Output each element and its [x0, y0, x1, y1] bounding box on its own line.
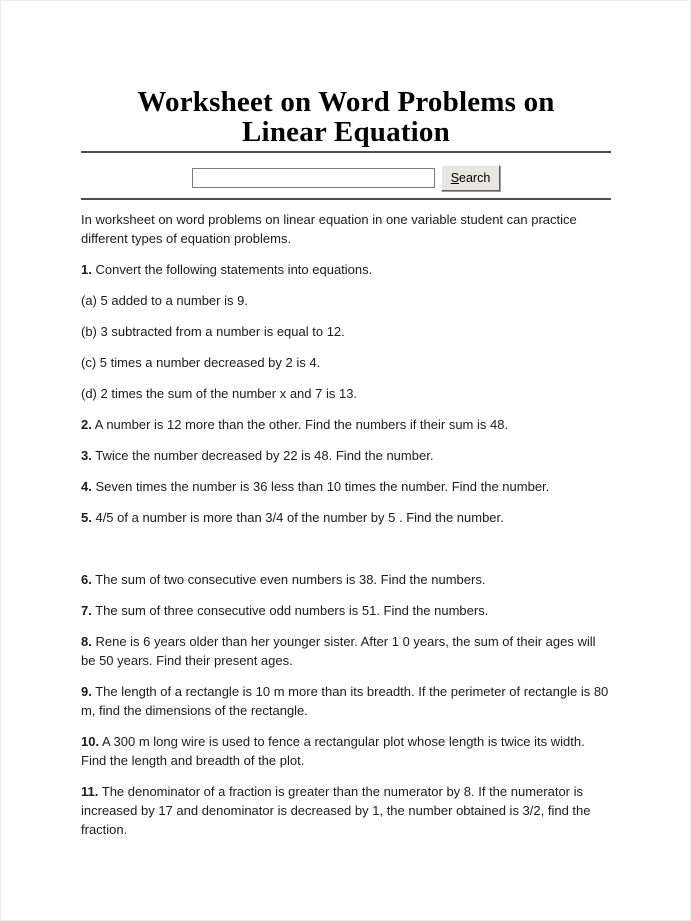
problem-3-label: 3. — [81, 448, 92, 463]
problem-5 — [81, 508, 611, 527]
problem-1d-label: (d) — [81, 386, 97, 401]
problem-8-label: 8. — [81, 634, 92, 649]
problem-9-text: The length of a rectangle is 10 m more than its breadth. If the perimeter of rectangle is 80 m, find the dimensions of the rectangle. — [81, 684, 609, 718]
problem-7 — [81, 601, 611, 620]
problem-4-text: Seven times the number is 36 less than 10 times the number. Find the number. — [95, 479, 550, 494]
problem-8-text: Rene is 6 years older than her younger sister. After 1 0 years, the sum of their ages will be 50 years. Find their present ages. — [81, 634, 596, 668]
problem-1 — [81, 260, 611, 279]
problem-1b-text: 3 subtracted from a number is equal to 12. — [100, 324, 345, 339]
search-button-label: Search — [450, 170, 491, 185]
problem-11 — [81, 782, 611, 839]
problem-2-text: A number is 12 more than the other. Find the numbers if their sum is 48. — [94, 417, 509, 432]
intro-paragraph: In worksheet on word problems on linear equation in one variable student can practice different types of equation problems. — [81, 212, 577, 246]
title-line-1: Worksheet on Word Problems on — [137, 86, 555, 118]
problem-3 — [81, 446, 611, 465]
problem-2 — [81, 415, 611, 434]
problem-9 — [81, 682, 611, 720]
problem-1-label: 1. — [81, 262, 92, 277]
problem-1a-label: (a) — [81, 293, 97, 308]
problem-9-label: 9. — [81, 684, 92, 699]
problem-1-text: Convert the following statements into equations. — [95, 262, 373, 277]
problem-5-label: 5. — [81, 510, 92, 525]
problem-1c-label: (c) — [81, 355, 97, 370]
problem-1c-text: 5 times a number decreased by 2 is 4. — [99, 355, 321, 370]
title-divider — [81, 151, 611, 153]
problem-7-label: 7. — [81, 603, 92, 618]
problem-6-text: The sum of two consecutive even numbers is 38. Find the numbers. — [95, 572, 486, 587]
problem-1b — [81, 322, 611, 341]
problem-4-label: 4. — [81, 479, 92, 494]
problem-1b-label: (b) — [81, 324, 97, 339]
problem-6-label: 6. — [81, 572, 92, 587]
problem-3-text: Twice the number decreased by 22 is 48. Find the number. — [95, 448, 434, 463]
worksheet-body — [81, 200, 611, 839]
search-bar — [81, 165, 611, 191]
problem-1d-text: 2 times the sum of the number x and 7 is 13. — [100, 386, 358, 401]
problem-11-text: The denominator of a fraction is greater than the numerator by 8. If the numerator is increased by 17 and denominator is decreased by 1, the number obtained is 3/2, find the fraction. — [81, 784, 591, 837]
document-header — [81, 1, 611, 200]
problem-8 — [81, 632, 611, 670]
page-title — [81, 87, 611, 147]
problem-1a-text: 5 added to a number is 9. — [100, 293, 248, 308]
problem-5-text: 4/5 of a number is more than 3/4 of the number by 5 . Find the number. — [95, 510, 504, 525]
problem-1d — [81, 384, 611, 403]
search-input[interactable] — [192, 168, 435, 188]
problem-6 — [81, 570, 611, 589]
problem-1c — [81, 353, 611, 372]
problem-7-text: The sum of three consecutive odd numbers is 51. Find the numbers. — [95, 603, 489, 618]
problem-1a — [81, 291, 611, 310]
search-button[interactable] — [441, 165, 501, 191]
title-line-2: Linear Equation — [242, 116, 450, 148]
problem-4 — [81, 477, 611, 496]
problem-11-label: 11. — [81, 784, 99, 799]
problem-10-text: A 300 m long wire is used to fence a rectangular plot whose length is twice its width. Find the length and breadth of the plot. — [81, 734, 585, 768]
problem-10-label: 10. — [81, 734, 100, 749]
problem-2-label: 2. — [81, 417, 92, 432]
problem-10 — [81, 732, 611, 770]
